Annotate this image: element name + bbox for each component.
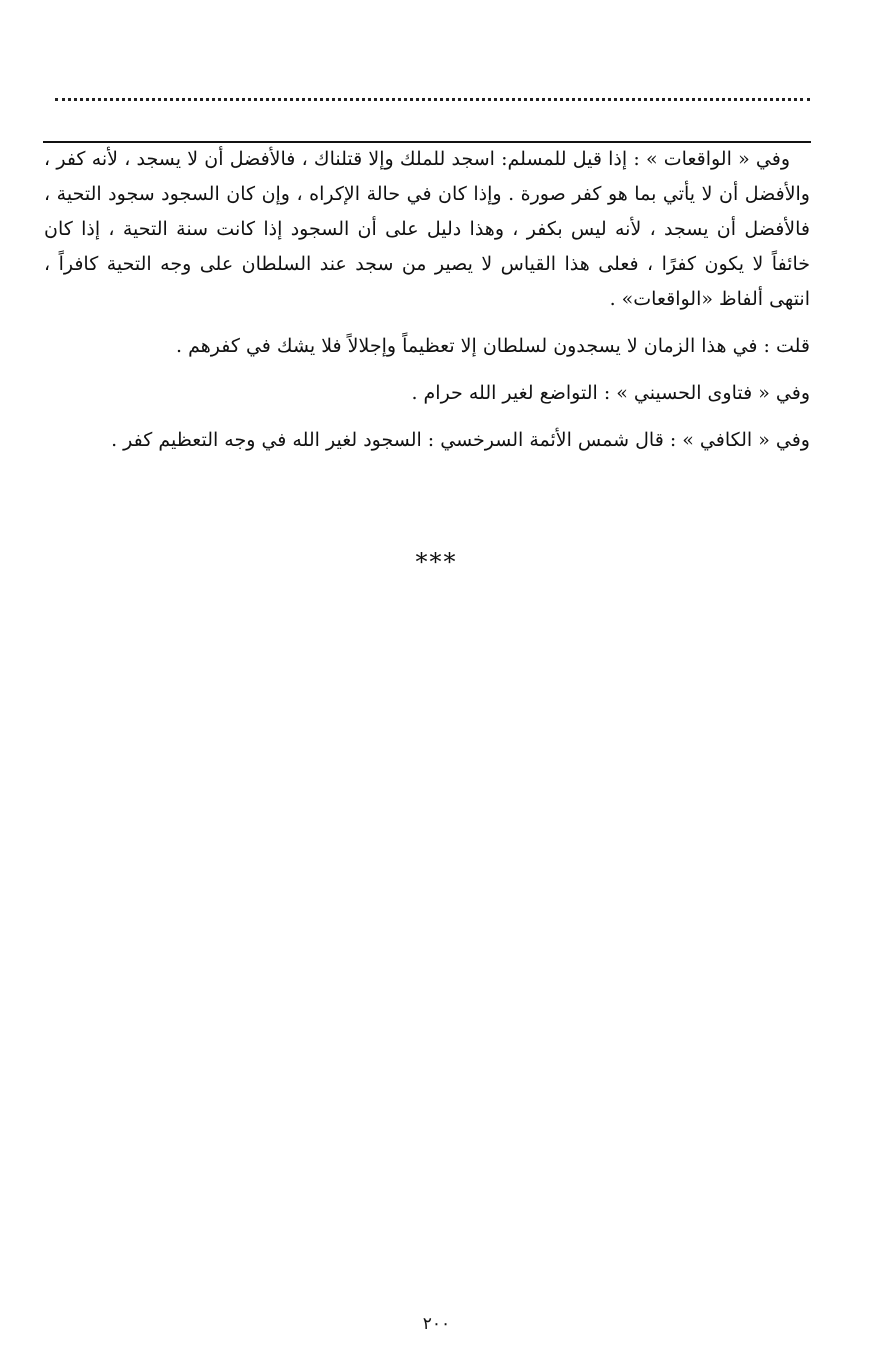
paragraph-fatawa-husaini: وفي « فتاوى الحسيني » : التواضع لغير الله حرام . <box>411 382 810 404</box>
paragraph-waqiat: وفي « الواقعات » : إذا قيل للمسلم: اسجد للملك وإلا قتلناك ، فالأفضل أن لا يسجد ، لأنه كفر ، والأفضل أن لا يأتي بما هو كفر صورة . وإذا كان في حالة الإكراه ، وإن كان السجود سجود التحية ، فالأفضل أن يسجد ، لأنه ليس بكفر ، وهذا دليل على أن السجود إذا كانت سنة التحية ، إذا كان خائفاً لا يكون كفرًا ، فعلى هذا القياس لا يصير من سجد عند السلطان على وجه التحية كافراً ، انتهى ألفاظ «الواقعات» . <box>44 148 810 310</box>
section-separator: *** <box>415 548 458 576</box>
page-number: ٢٠٠ <box>422 1314 451 1334</box>
header-dotted-rule <box>55 98 810 101</box>
paragraph-kafi: وفي « الكافي » : قال شمس الأئمة السرخسي : السجود لغير الله في وجه التعظيم كفر . <box>111 429 810 451</box>
paragraph-qultu: قلت : في هذا الزمان لا يسجدون لسلطان إلا تعظيماً وإجلالاً فلا يشك في كفرهم . <box>176 335 810 357</box>
main-text <box>44 142 810 458</box>
